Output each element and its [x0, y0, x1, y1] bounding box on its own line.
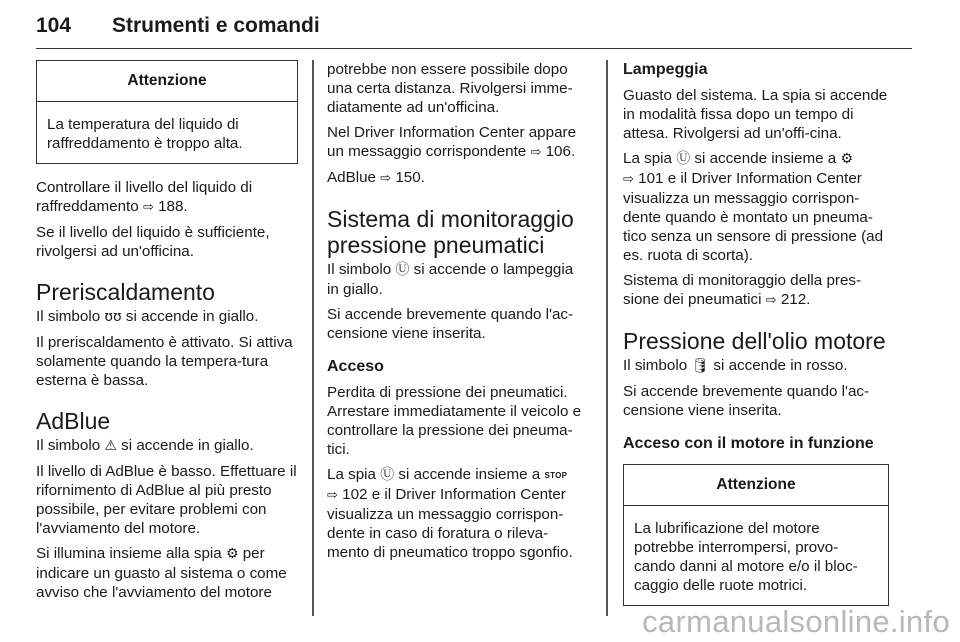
engine-check-icon: ⚙ — [225, 546, 239, 562]
paragraph: La spia Ⓤ si accende insieme a ⚙ ⇨ 101 e il Driver Information Center visualizza un messaggio corrispon-dente quando è montato un pneuma-tico senza un sensore di pressione (ad es. ruota di scorta). — [623, 150, 884, 264]
warning-box-text: La temperatura del liquido di raffreddamento è troppo alta. — [47, 116, 243, 152]
tire-pressure-icon: Ⓤ — [395, 262, 410, 278]
page-title: Strumenti e comandi — [112, 14, 320, 37]
paragraph: Nel Driver Information Center appare un messaggio corrispondente ⇨ 106. — [327, 124, 577, 160]
page-header — [36, 6, 912, 49]
paragraph: Si illumina insieme alla spia ⚙ per indicare un guasto al sistema o come avviso che l'avviamento del motore — [36, 545, 287, 601]
watermark: carmanualsonline.info — [642, 604, 950, 639]
page-ref-link[interactable]: 101 — [638, 170, 664, 187]
paragraph: Si accende brevemente quando l'ac-censione viene inserita. — [623, 383, 870, 419]
paragraph: Controllare il livello del liquido di raffreddamento ⇨ 188. — [36, 179, 253, 215]
paragraph: Il simbolo ⚠ si accende in giallo. — [36, 437, 254, 454]
tire-pressure-icon: Ⓤ — [676, 151, 691, 167]
warning-box — [36, 60, 298, 164]
section-heading-oil: Pressione dell'olio motore — [623, 328, 886, 354]
paragraph: potrebbe non essere possibile dopo una certa distanza. Rivolgersi imme-diatamente ad un'officina. — [327, 61, 573, 116]
arrow-ref-icon: ⇨ — [142, 200, 154, 215]
paragraph: Si accende brevemente quando l'ac-censione viene inserita. — [327, 306, 574, 342]
paragraph: Il simbolo Ⓤ si accende o lampeggia in giallo. — [327, 261, 574, 298]
arrow-ref-icon: ⇨ — [530, 145, 542, 160]
column-divider — [312, 60, 314, 616]
paragraph: Il simbolo ʊʊ si accende in giallo. — [36, 308, 259, 325]
column-3 — [623, 60, 889, 606]
adblue-icon: ⚠ — [104, 438, 117, 454]
arrow-ref-icon: ⇨ — [765, 293, 777, 308]
column-2 — [327, 60, 589, 568]
warning-box-text: La lubrificazione del motore potrebbe interrompersi, provo-cando danni al motore e/o il bloc-caggio delle ruote motrici. — [634, 520, 858, 594]
page-ref-link[interactable]: 150. — [395, 169, 425, 186]
oil-can-icon: 🛢 — [691, 358, 710, 374]
paragraph: Se il livello del liquido è sufficiente, rivolgersi ad un'officina. — [36, 224, 270, 260]
paragraph: Perdita di pressione dei pneumatici. Arrestare immediatamente il veicolo e controllare la pressione dei pneuma-tici. — [327, 384, 582, 458]
paragraph: Il simbolo 🛢 si accende in rosso. — [623, 357, 848, 374]
section-heading-tpms: Sistema di monitoraggio pressione pneumatici — [327, 206, 574, 258]
engine-check-icon: ⚙ — [840, 151, 854, 167]
subheading-on: Acceso — [327, 358, 384, 375]
page-ref-link[interactable]: 102 — [342, 486, 368, 503]
paragraph: Guasto del sistema. La spia si accende in modalità fissa dopo un tempo di attesa. Rivolgersi ad un'offi-cina. — [623, 87, 888, 142]
column-1 — [36, 60, 298, 608]
paragraph: AdBlue ⇨ 150. — [327, 169, 425, 186]
warning-box-title: Attenzione — [624, 465, 888, 506]
arrow-ref-icon: ⇨ — [327, 488, 338, 503]
subheading-blink: Lampeggia — [623, 61, 708, 78]
section-heading-adblue: AdBlue — [36, 408, 111, 434]
column-divider — [606, 60, 608, 616]
tire-pressure-icon: Ⓤ — [380, 467, 395, 483]
warning-box-title: Attenzione — [37, 61, 297, 102]
warning-box — [623, 464, 889, 606]
page-ref-link[interactable]: 188. — [158, 198, 188, 215]
subheading-engine-on: Acceso con il motore in funzione — [623, 435, 874, 452]
stop-icon: STOP — [544, 471, 568, 480]
page-number: 104 — [36, 14, 72, 37]
section-heading-preheat: Preriscaldamento — [36, 279, 215, 305]
page-ref-link[interactable]: 106. — [545, 143, 576, 160]
paragraph: Il livello di AdBlue è basso. Effettuare il rifornimento di AdBlue al più presto possibile, per evitare problemi con l'avviamento del motore. — [36, 463, 297, 537]
paragraph: Il preriscaldamento è attivato. Si attiva solamente quando la tempera-tura esterna è bassa. — [36, 334, 293, 389]
arrow-ref-icon: ⇨ — [380, 171, 392, 186]
paragraph: Sistema di monitoraggio della pres-sione dei pneumatici ⇨ 212. — [623, 272, 862, 308]
arrow-ref-icon: ⇨ — [623, 172, 634, 187]
page-ref-link[interactable]: 212. — [780, 291, 811, 308]
paragraph: La spia Ⓤ si accende insieme a STOP ⇨ 102 e il Driver Information Center visualizza un messaggio corrispon-dente in caso di foratura o rileva-mento di pneumatico troppo sgonfio. — [327, 466, 573, 561]
glow-plug-icon: ʊʊ — [104, 309, 122, 325]
